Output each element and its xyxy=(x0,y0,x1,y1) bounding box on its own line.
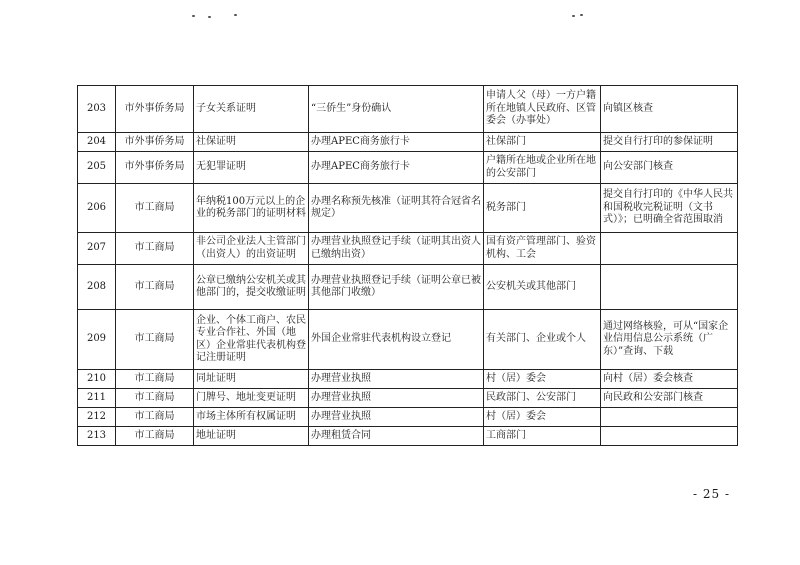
issuer-cell: 社保部门 xyxy=(484,133,601,152)
row-number: 213 xyxy=(78,427,116,446)
matter-cell: 办理名称预先核准（证明其符合冠省名规定） xyxy=(309,184,484,233)
department-cell: 市外事侨务局 xyxy=(116,86,194,133)
matter-cell: 外国企业常驻代表机构设立登记 xyxy=(309,310,484,370)
matter-cell: 办理租赁合同 xyxy=(309,427,484,446)
method-cell: 提交自行打印的参保证明 xyxy=(601,133,738,152)
method-cell: 向民政和公安部门核查 xyxy=(601,389,738,408)
department-cell: 市外事侨务局 xyxy=(116,133,194,152)
table-row xyxy=(78,265,738,310)
row-number: 203 xyxy=(78,86,116,133)
issuer-cell: 民政部门、公安部门 xyxy=(484,389,601,408)
method-cell: 向村（居）委会核查 xyxy=(601,370,738,389)
scan-speck xyxy=(572,15,575,17)
row-number: 206 xyxy=(78,184,116,233)
scan-speck xyxy=(580,14,583,16)
issuer-cell: 户籍所在地或企业所在地的公安部门 xyxy=(484,152,601,184)
row-number: 209 xyxy=(78,310,116,370)
matter-cell: 办理营业执照 xyxy=(309,370,484,389)
scan-speck xyxy=(234,14,237,16)
department-cell: 市工商局 xyxy=(116,310,194,370)
issuer-cell: 国有资产管理部门、验资机构、工会 xyxy=(484,233,601,265)
department-cell: 市工商局 xyxy=(116,389,194,408)
matter-cell: 办理营业执照 xyxy=(309,389,484,408)
department-cell: 市外事侨务局 xyxy=(116,152,194,184)
page-number: - 25 - xyxy=(693,487,731,501)
row-number: 208 xyxy=(78,265,116,310)
department-cell: 市工商局 xyxy=(116,427,194,446)
scan-specks xyxy=(0,8,800,28)
table-row xyxy=(78,152,738,184)
scan-speck xyxy=(192,15,195,17)
certificate-name-cell: 门牌号、地址变更证明 xyxy=(194,389,309,408)
method-cell: 向公安部门核查 xyxy=(601,152,738,184)
certificate-name-cell: 同址证明 xyxy=(194,370,309,389)
issuer-cell: 公安机关或其他部门 xyxy=(484,265,601,310)
certificate-name-cell: 社保证明 xyxy=(194,133,309,152)
table-row xyxy=(78,427,738,446)
row-number: 211 xyxy=(78,389,116,408)
department-cell: 市工商局 xyxy=(116,408,194,427)
method-cell: 向镇区核查 xyxy=(601,86,738,133)
certificate-table xyxy=(77,85,738,446)
scan-speck xyxy=(208,16,211,18)
certificate-name-cell: 非公司企业法人主管部门（出资人）的出资证明 xyxy=(194,233,309,265)
department-cell: 市工商局 xyxy=(116,370,194,389)
row-number: 205 xyxy=(78,152,116,184)
table-row xyxy=(78,233,738,265)
method-cell: 通过网络核验，可从“国家企业信用信息公示系统（广东）”查询、下载 xyxy=(601,310,738,370)
department-cell: 市工商局 xyxy=(116,265,194,310)
certificate-name-cell: 地址证明 xyxy=(194,427,309,446)
method-cell xyxy=(601,427,738,446)
table-row xyxy=(78,370,738,389)
certificate-name-cell: 公章已缴纳公安机关或其他部门的，提交收缴证明 xyxy=(194,265,309,310)
table-row xyxy=(78,389,738,408)
matter-cell: 办理APEC商务旅行卡 xyxy=(309,152,484,184)
row-number: 207 xyxy=(78,233,116,265)
matter-cell: 办理营业执照 xyxy=(309,408,484,427)
certificate-name-cell: 企业、个体工商户、农民专业合作社、外国（地区）企业常驻代表机构登记注册证明 xyxy=(194,310,309,370)
certificate-name-cell: 年纳税100万元以上的企业的税务部门的证明材料 xyxy=(194,184,309,233)
certificate-name-cell: 子女关系证明 xyxy=(194,86,309,133)
method-cell: 提交自行打印的《中华人民共和国税收完税证明（文书式）》；已明确全省范围取消 xyxy=(601,184,738,233)
department-cell: 市工商局 xyxy=(116,233,194,265)
issuer-cell: 村（居）委会 xyxy=(484,408,601,427)
matter-cell: “三侨生”身份确认 xyxy=(309,86,484,133)
matter-cell: 办理营业执照登记手续（证明公章已被其他部门收缴） xyxy=(309,265,484,310)
table-row xyxy=(78,133,738,152)
issuer-cell: 申请人父（母）一方户籍所在地镇人民政府、区管委会（办事处） xyxy=(484,86,601,133)
department-cell: 市工商局 xyxy=(116,184,194,233)
row-number: 204 xyxy=(78,133,116,152)
table-row xyxy=(78,86,738,133)
row-number: 212 xyxy=(78,408,116,427)
table-row xyxy=(78,310,738,370)
issuer-cell: 村（居）委会 xyxy=(484,370,601,389)
certificate-name-cell: 无犯罪证明 xyxy=(194,152,309,184)
table-row xyxy=(78,184,738,233)
issuer-cell: 有关部门、企业或个人 xyxy=(484,310,601,370)
matter-cell: 办理APEC商务旅行卡 xyxy=(309,133,484,152)
issuer-cell: 税务部门 xyxy=(484,184,601,233)
table-row xyxy=(78,408,738,427)
method-cell xyxy=(601,265,738,310)
method-cell xyxy=(601,233,738,265)
matter-cell: 办理营业执照登记手续（证明其出资人已缴纳出资） xyxy=(309,233,484,265)
issuer-cell: 工商部门 xyxy=(484,427,601,446)
row-number: 210 xyxy=(78,370,116,389)
method-cell xyxy=(601,408,738,427)
certificate-name-cell: 市场主体所有权属证明 xyxy=(194,408,309,427)
